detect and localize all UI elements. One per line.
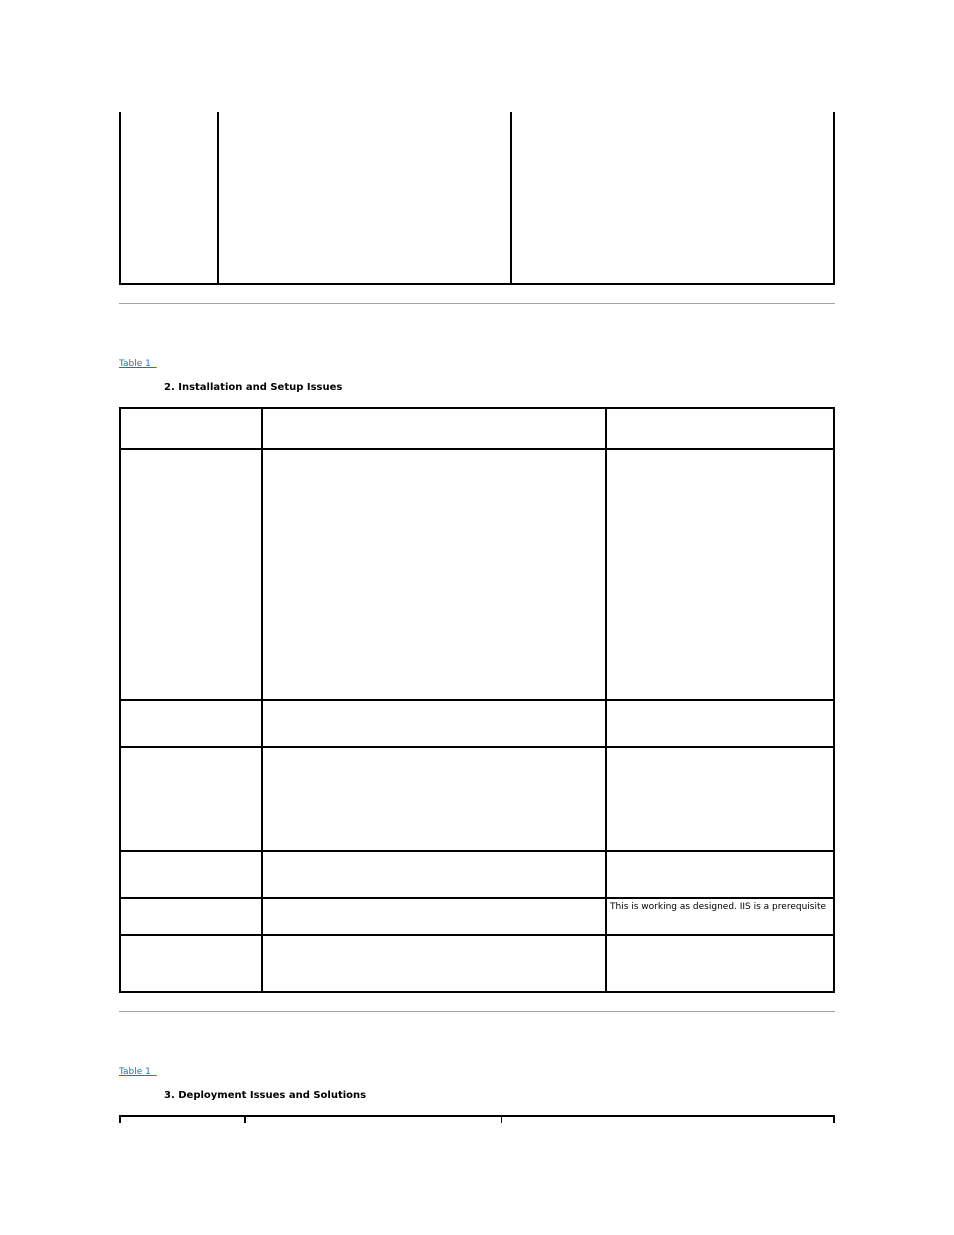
table-col-sep-2 (501, 1115, 502, 1123)
table-border-right (833, 1115, 835, 1123)
table-row-sep (119, 897, 835, 899)
section-heading: 2. Installation and Setup Issues (164, 382, 343, 393)
table-col-sep-1 (244, 1115, 246, 1123)
table-border-col2 (510, 112, 512, 285)
table-border-right (833, 112, 835, 285)
back-to-table-link[interactable]: Table 1 (119, 359, 157, 369)
table-row-sep (119, 448, 835, 450)
section-divider (119, 1011, 835, 1012)
table-row-sep (119, 746, 835, 748)
table-row-sep (119, 934, 835, 936)
table-border-bottom (119, 283, 835, 285)
table-border-top (119, 1115, 835, 1117)
table-row-sep (119, 850, 835, 852)
section-heading: 3. Deployment Issues and Solutions (164, 1090, 367, 1101)
table-border-left (119, 1115, 121, 1123)
table-border-col1 (217, 112, 219, 285)
table-border-left (119, 112, 121, 285)
table-cell-resolution: This is working as designed. IIS is a prerequisite (610, 902, 827, 912)
table-row-sep (119, 699, 835, 701)
back-to-table-link[interactable]: Table 1 (119, 1067, 157, 1077)
section-divider (119, 303, 835, 304)
